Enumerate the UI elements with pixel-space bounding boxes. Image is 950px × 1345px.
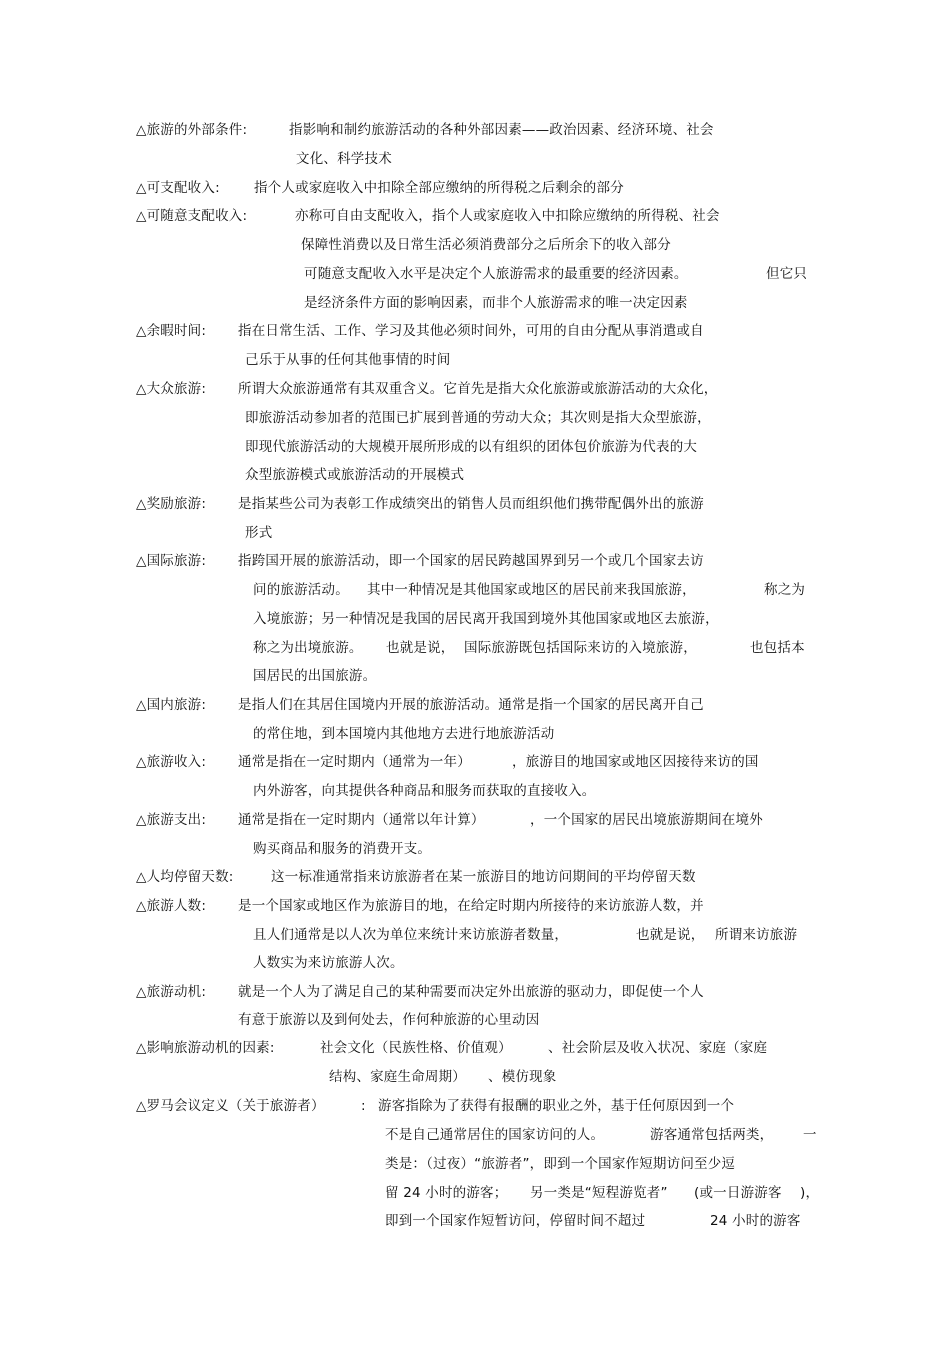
definition-line: 游客通常包括两类， — [650, 1127, 774, 1143]
definition-line: 通常是指在一定时期内（通常为一年） — [238, 754, 471, 770]
definition-line: 亦称可自由支配收入，指个人或家庭收入中扣除应缴纳的所得税、社会 — [295, 208, 720, 224]
term-domestic-tourism: △国内旅游: — [136, 697, 207, 713]
definition-line: 是经济条件方面的影响因素，而非个人旅游需求的唯一决定因素 — [304, 295, 688, 311]
definition-colon: : — [361, 1098, 366, 1114]
definition-line: 这一标准通常指来访旅游者在某一旅游目的地访问期间的平均停留天数 — [271, 869, 696, 885]
term-discretionary-income: △可随意支配收入: — [136, 208, 248, 224]
term-average-stay: △人均停留天数: — [136, 869, 234, 885]
definition-line: 指在日常生活、工作、学习及其他必须时间外，可用的自由分配从事消遣或自 — [238, 323, 704, 339]
definition-line: 有意于旅游以及到何处去，作何种旅游的心里动因 — [238, 1012, 540, 1028]
definition-line: 社会文化（民族性格、价值观） — [320, 1040, 512, 1056]
term-motivation-factors: △影响旅游动机的因素: — [136, 1040, 275, 1056]
definition-line: 不是自己通常居住的国家访问的人。 — [385, 1127, 605, 1143]
definition-line: 指影响和制约旅游活动的各种外部因素——政治因素、经济环境、社会 — [289, 122, 714, 138]
definition-line: 其中一种情况是其他国家或地区的居民前来我国旅游， — [367, 582, 696, 598]
term-travel-motivation: △旅游动机: — [136, 984, 207, 1000]
definition-line: 内外游客，向其提供各种商品和服务而获取的直接收入。 — [253, 783, 596, 799]
definition-line: 24 小时的游客 — [710, 1213, 801, 1229]
definition-line: 国际旅游既包括国际来访的入境旅游， — [464, 640, 697, 656]
definition-line: 的常住地，到本国境内其他地方去进行地旅游活动 — [253, 726, 555, 742]
definition-line: ，一个国家的居民出境旅游期间在境外 — [530, 812, 763, 828]
definition-line: 类是：（过夜）“旅游者”，即到一个国家作短期访问至少逗 — [385, 1156, 736, 1172]
definition-line: 是一个国家或地区作为旅游目的地，在给定时期内所接待的来访旅游人数，并 — [238, 898, 704, 914]
definition-line: 保障性消费以及日常生活必须消费部分之后所余下的收入部分 — [301, 237, 671, 253]
definition-line: 结构、家庭生命周期） — [329, 1069, 466, 1085]
definition-line: 也包括本 — [750, 640, 805, 656]
definition-line: 即旅游活动参加者的范围已扩展到普通的劳动大众；其次则是指大众型旅游， — [245, 410, 711, 426]
definition-line: 是指某些公司为表彰工作成绩突出的销售人员而组织他们携带配偶外出的旅游 — [238, 496, 704, 512]
definition-line: (或一日游游客 — [694, 1185, 782, 1201]
definition-line: 文化、科学技术 — [296, 151, 392, 167]
definition-line: 也就是说， — [636, 927, 705, 943]
definition-line: 指跨国开展的旅游活动，即一个国家的居民跨越国界到另一个或几个国家去访 — [238, 553, 704, 569]
definition-line: 所谓来访旅游 — [715, 927, 798, 943]
definition-line: 所谓大众旅游通常有其双重含义。它首先是指大众化旅游或旅游活动的大众化， — [238, 381, 718, 397]
definition-line: 、模仿现象 — [488, 1069, 557, 1085]
definition-line: 、社会阶层及收入状况、家庭（家庭 — [548, 1040, 768, 1056]
definition-line: 是指人们在其居住国境内开展的旅游活动。通常是指一个国家的居民离开自己 — [238, 697, 704, 713]
definition-line: 但它只 — [766, 266, 808, 282]
term-mass-tourism: △大众旅游: — [136, 381, 207, 397]
term-leisure-time: △余暇时间: — [136, 323, 207, 339]
definition-line: 可随意支配收入水平是决定个人旅游需求的最重要的经济因素。 — [304, 266, 688, 282]
definition-line: ，旅游目的地国家或地区因接待来访的国 — [512, 754, 759, 770]
definition-line: 即现代旅游活动的大规模开展所形成的以有组织的团体包价旅游为代表的大 — [245, 439, 698, 455]
definition-line: 指个人或家庭收入中扣除全部应缴纳的所得税之后剩余的部分 — [254, 180, 624, 196]
definition-line: 就是一个人为了满足自己的某种需要而决定外出旅游的驱动力，即促使一个人 — [238, 984, 704, 1000]
definition-line: 购买商品和服务的消费开支。 — [253, 841, 432, 857]
definition-line: 游客指除为了获得有报酬的职业之外，基于任何原因到一个 — [378, 1098, 735, 1114]
definition-line: 入境旅游；另一种情况是我国的居民离开我国到境外其他国家或地区去旅游， — [253, 611, 719, 627]
definition-line: 也就是说， — [386, 640, 455, 656]
definition-line: 称之为出境旅游。 — [253, 640, 363, 656]
definition-line: 另一类是“短程游览者” — [530, 1185, 668, 1201]
term-external-conditions: △旅游的外部条件: — [136, 122, 248, 138]
definition-line: 人数实为来访旅游人次。 — [253, 955, 404, 971]
definition-line: 己乐于从事的任何其他事情的时间 — [245, 352, 451, 368]
term-international-tourism: △国际旅游: — [136, 553, 207, 569]
definition-line: 且人们通常是以人次为单位来统计来访旅游者数量， — [253, 927, 569, 943]
definition-line: 一 — [803, 1127, 817, 1143]
definition-line: 称之为 — [764, 582, 806, 598]
term-tourist-arrivals: △旅游人数: — [136, 898, 207, 914]
term-incentive-tourism: △奖励旅游: — [136, 496, 207, 512]
definition-line: 形式 — [245, 525, 273, 541]
term-disposable-income: △可支配收入: — [136, 180, 220, 196]
definition-line: 众型旅游模式或旅游活动的开展模式 — [245, 467, 465, 483]
definition-line: )， — [800, 1185, 820, 1201]
term-rome-conference: △罗马会议定义（关于旅游者） — [136, 1098, 325, 1114]
term-tourism-expenditure: △旅游支出: — [136, 812, 207, 828]
definition-line: 通常是指在一定时期内（通常以年计算） — [238, 812, 485, 828]
definition-line: 留 24 小时的游客； — [385, 1185, 508, 1201]
term-tourism-income: △旅游收入: — [136, 754, 207, 770]
definition-line: 问的旅游活动。 — [253, 582, 349, 598]
definition-line: 国居民的出国旅游。 — [253, 668, 377, 684]
definition-line: 即到一个国家作短暂访问，停留时间不超过 — [385, 1213, 646, 1229]
